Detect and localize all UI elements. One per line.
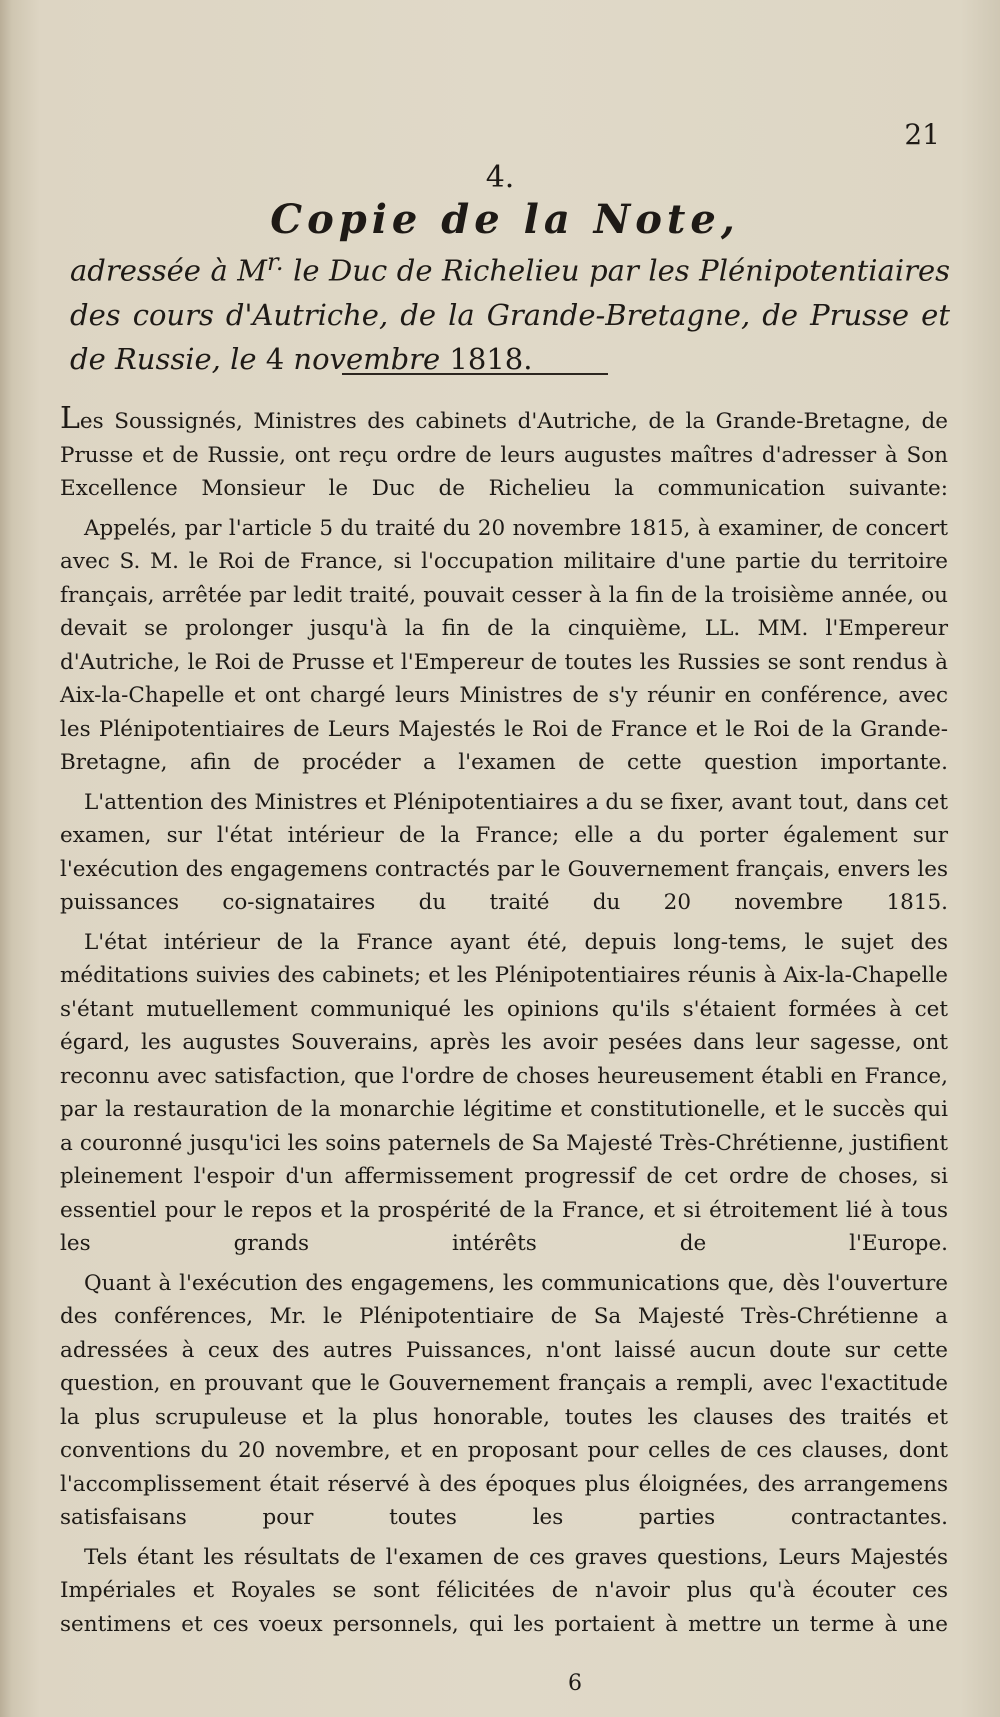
paragraph: Quant à l'exécution des engagemens, les communications que, dès l'ouverture des conférences, Mr. le Plénipotentiaire de Sa Majesté Très-Chrétienne a adressées à ceux des autres Puissances, n'ont laissé aucun doute sur cette question, en prouvant que le Gouvernement français a rempli, avec l'exactitude la plus scrupuleuse et la plus honorable, toutes les clauses des traités et conventions du 20 novembre, et en proposant pour celles de ces clauses, dont l'accomplissement était réservé à des époques plus éloignées, des arrangemens satisfaisans pour toutes les parties contractantes.: [60, 1270, 948, 1530]
paragraph-text: es Soussignés, Ministres des cabinets d'Autriche, de la Grande-Bretagne, de Prusse et de Russie, ont reçu ordre de leurs augustes maîtres d'adresser à Son Excellence Monsieur le Duc de Richelieu la communication suivante:: [60, 409, 948, 501]
body-text: [60, 401, 948, 1647]
document-number: 4.: [485, 160, 515, 195]
signature-mark: 6: [568, 1671, 582, 1696]
paragraph: Appelés, par l'article 5 du traité du 20 novembre 1815, à examiner, de concert avec S. M. le Roi de France, si l'occupation militaire d'une partie du territoire français, arrêtée par ledit traité, pouvait cesser à la fin de la troisième année, ou devait se prolonger jusqu'à la fin de la cinquième, LL. MM. l'Empereur d'Autriche, le Roi de Prusse et l'Empereur de toutes les Russies se sont rendus à Aix-la-Chapelle et ont chargé leurs Ministres de s'y réunir en conférence, avec les Plénipotentiaires de Leurs Majestés le Roi de France et le Roi de la Grande-Bretagne, afin de procéder a l'examen de cette question importante.: [60, 515, 948, 775]
subtitle-part-1: adressée à M: [70, 253, 267, 288]
page-number: 21: [904, 118, 940, 151]
note-title: Copie de la Note,: [270, 196, 740, 243]
paragraph: L'état intérieur de la France ayant été, depuis long-tems, le sujet des méditations suivies des cabinets; et les Plénipotentiaires réunis à Aix-la-Chapelle s'étant mutuellement communiqué les opinions qu'ils s'étaient formées à cet égard, les augustes Souverains, après les avoir pesées dans leur sagesse, ont reconnu avec satisfaction, que l'ordre de choses heureusement établi en France, par la restauration de la monarchie légitime et constitutionelle, et le succès qui a couronné jusqu'ici les soins paternels de Sa Majesté Très-Chrétienne, justifient pleinement l'espoir d'un affermissement progressif de cet ordre de choses, si essentiel pour le repos et la prospérité de la France, et si étroitement lié à tous les grands intérêts de l'Europe.: [60, 929, 948, 1256]
subtitle-superscript: r.: [267, 248, 284, 276]
subtitle-part-2: le Duc de Richelieu par les Plénipotentiaires des cours d'Autriche, de la Grande-Bretagne, de Prusse et de Russie, le: [70, 253, 951, 376]
drop-cap: L: [60, 401, 80, 436]
subtitle-day: 4: [265, 341, 285, 376]
note-subtitle: [70, 240, 950, 381]
paragraph: L'attention des Ministres et Plénipotentiaires a du se fixer, avant tout, dans cet examen, sur l'état intérieur de la France; elle a du porter également sur l'exécution des engagemens contractés par le Gouvernement français, envers les puissances co-signataires du traité du 20 novembre 1815.: [60, 789, 948, 915]
title-divider: [342, 373, 608, 375]
subtitle-year: 1818.: [449, 341, 533, 376]
paragraph: [60, 401, 948, 506]
paragraph: Tels étant les résultats de l'examen de ces graves questions, Leurs Majestés Impériales et Royales se sont félicitées de n'avoir plus qu'à écouter ces sentimens et ces voeux personnels, qui les portaient à mettre un terme à une: [60, 1544, 948, 1637]
subtitle-month: novembre: [284, 341, 450, 376]
